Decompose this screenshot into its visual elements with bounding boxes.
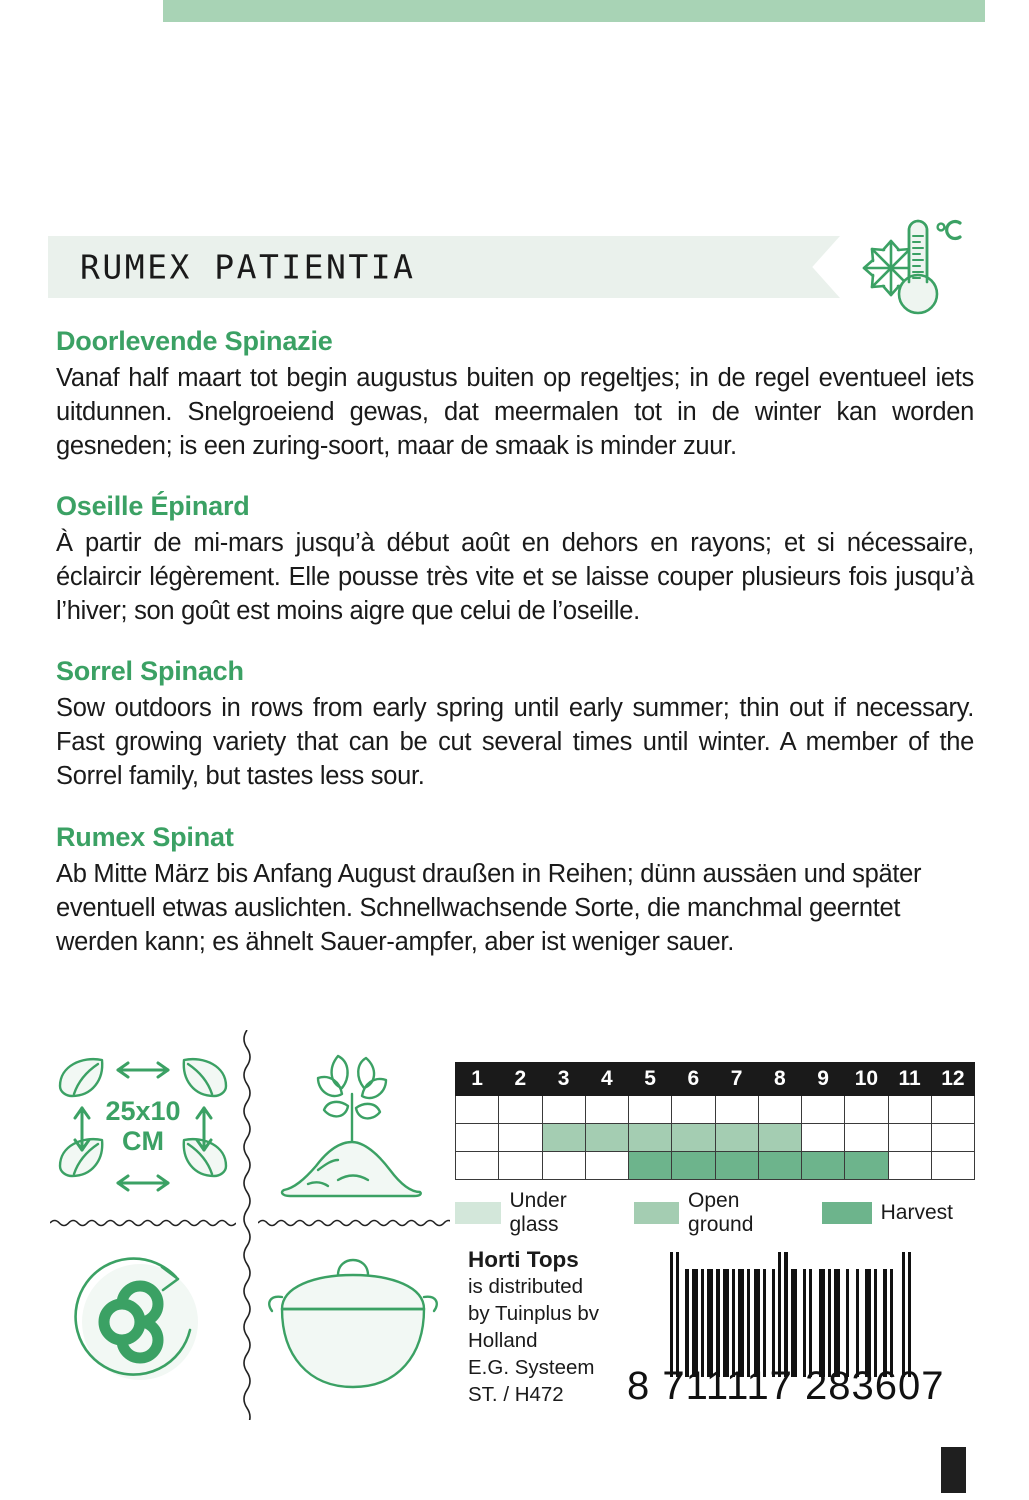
page-title: RUMEX PATIENTIA [80, 247, 416, 287]
legend-swatch-under-glass [455, 1202, 501, 1224]
pot-lid-icon [282, 1275, 424, 1309]
calendar-cell [715, 1096, 758, 1124]
calendar-cell [629, 1124, 672, 1152]
month-header: 5 [629, 1063, 672, 1096]
barcode-bars [670, 1252, 911, 1377]
pot-handle-right-icon [424, 1297, 437, 1311]
calendar-cell [888, 1096, 931, 1124]
calendar-cell [629, 1152, 672, 1180]
month-header: 2 [499, 1063, 542, 1096]
calendar-cell [499, 1124, 542, 1152]
calendar-cell [715, 1152, 758, 1180]
calendar-cell [802, 1096, 845, 1124]
legend-item-open-ground [634, 1189, 800, 1237]
calendar-row-harvest [456, 1152, 975, 1180]
calendar-cell [931, 1152, 974, 1180]
top-green-bar [163, 0, 985, 22]
legend-item-harvest [822, 1201, 953, 1225]
calendar-cell [672, 1152, 715, 1180]
barcode-bar [893, 1269, 902, 1377]
wavy-divider-vertical [240, 1030, 254, 1420]
lid-knob-icon [338, 1260, 368, 1275]
heading-en: Sorrel Spinach [56, 656, 244, 686]
body-en: Sow outdoors in rows from early spring until early summer; thin out if necessary. Fast growing variety that can be cut several times until winter. A member of the Sorrel family, but tastes less sour. [56, 694, 974, 791]
calendar-cell [585, 1152, 628, 1180]
spacing-pictogram [50, 1038, 236, 1213]
perennial-pictogram [50, 1235, 236, 1410]
month-header: 11 [888, 1063, 931, 1096]
calendar-cell [585, 1096, 628, 1124]
bottom-info-area [0, 1030, 1029, 1430]
month-header: 8 [758, 1063, 801, 1096]
wavy-divider-horizontal-left [50, 1216, 236, 1230]
soil-mound-icon [282, 1142, 421, 1196]
calendar-cell [456, 1096, 499, 1124]
language-block-de [56, 822, 974, 959]
month-header: 6 [672, 1063, 715, 1096]
calendar-cell [629, 1096, 672, 1124]
calendar-table [455, 1062, 975, 1180]
pot-body-icon [282, 1309, 424, 1387]
calendar-cell [845, 1152, 888, 1180]
calendar-row-open-ground [456, 1124, 975, 1152]
legend-item-under-glass [455, 1189, 612, 1237]
calendar-cell [931, 1124, 974, 1152]
month-header: 3 [542, 1063, 585, 1096]
calendar-cell [845, 1124, 888, 1152]
company-line-4: Holland [468, 1329, 538, 1353]
print-register-mark [941, 1447, 966, 1493]
month-header: 9 [802, 1063, 845, 1096]
pot-handle-left-icon [269, 1297, 282, 1311]
calendar-cell [802, 1152, 845, 1180]
cooking-pictogram [260, 1235, 446, 1410]
month-header: 12 [931, 1063, 974, 1096]
leaf-icon [60, 1059, 102, 1096]
calendar-cell [888, 1152, 931, 1180]
body-fr: À partir de mi-mars jusqu’à début août en dehors en rayons; et si nécessaire, éclaircir légèrement. Elle pousse très vite et se laisse couper plusieurs fois jusqu’à l’hiver; son goût est moins aigre que celui de l’oseille. [56, 529, 974, 626]
calendar-cell [672, 1124, 715, 1152]
body-nl: Vanaf half maart tot begin augustus buiten op regeltjes; in de regel eventueel iets uitdunnen. Snelgroeiend gewas, dat meermalen tot in de winter kan worden gesneden; is een zuring-soort, maar de smaak is minder zuur. [56, 364, 974, 461]
company-line-5: E.G. Systeem [468, 1356, 595, 1379]
company-info [468, 1245, 599, 1409]
calendar-header-row [456, 1063, 975, 1096]
month-header: 7 [715, 1063, 758, 1096]
language-block-fr [56, 491, 974, 628]
calendar-cell [499, 1096, 542, 1124]
legend-label-harvest: Harvest [880, 1201, 953, 1224]
legend-swatch-harvest [822, 1202, 872, 1224]
calendar-cell [931, 1096, 974, 1124]
leaf-icon [184, 1059, 226, 1096]
calendar-cell [456, 1124, 499, 1152]
calendar-cell [499, 1152, 542, 1180]
calendar-cell [542, 1152, 585, 1180]
heading-nl: Doorlevende Spinazie [56, 326, 333, 356]
calendar-body [456, 1096, 975, 1180]
calendar-cell [888, 1124, 931, 1152]
calendar-row-under-glass [456, 1096, 975, 1124]
barcode-number: 8 711117 283607 [627, 1364, 945, 1408]
company-line-3: by Tuinplus bv [468, 1302, 600, 1326]
language-block-en [56, 656, 974, 793]
pictogram-grid [50, 1030, 450, 1420]
company-name: Horti Tops [468, 1247, 579, 1272]
sowing-calendar [455, 1062, 975, 1237]
wavy-divider-horizontal-right [258, 1216, 450, 1230]
calendar-cell [758, 1096, 801, 1124]
month-header: 10 [845, 1063, 888, 1096]
body-de: Ab Mitte März bis Anfang August draußen in Reihen; dünn aussäen und später eventuell etwas auslichten. Schnellwachsende Sorte, die manchmal geerntet werden kann; es ähnelt Sauer-ampfer, aber ist weniger sauer. [56, 860, 922, 957]
spacing-value-line1: 25x10 [105, 1096, 181, 1126]
legend-swatch-open-ground [634, 1202, 680, 1224]
heading-fr: Oseille Épinard [56, 491, 250, 521]
barcode-bar [908, 1252, 911, 1377]
company-line-2: is distributed [468, 1275, 584, 1299]
legend-label-open-ground: Open ground [688, 1189, 754, 1236]
month-header: 1 [456, 1063, 499, 1096]
calendar-cell [585, 1124, 628, 1152]
legend-label-under-glass: Under glass [509, 1189, 567, 1236]
calendar-legend [455, 1189, 975, 1237]
sowing-pictogram [260, 1038, 446, 1213]
arrow-horizontal-icon [118, 1176, 168, 1190]
barcode [627, 1252, 972, 1417]
calendar-cell [758, 1124, 801, 1152]
heading-de: Rumex Spinat [56, 822, 234, 852]
arrow-horizontal-icon [118, 1063, 168, 1077]
spacing-value-line2: CM [122, 1126, 164, 1157]
calendar-cell [715, 1124, 758, 1152]
calendar-cell [542, 1096, 585, 1124]
frost-thermometer-icon [852, 212, 968, 322]
month-header: 4 [585, 1063, 628, 1096]
language-block-nl [56, 326, 974, 463]
calendar-cell [758, 1152, 801, 1180]
calendar-cell [542, 1124, 585, 1152]
calendar-cell [672, 1096, 715, 1124]
calendar-cell [456, 1152, 499, 1180]
company-line-6: ST. / H472 [468, 1382, 564, 1406]
calendar-cell [845, 1096, 888, 1124]
calendar-cell [802, 1124, 845, 1152]
title-banner [48, 236, 840, 298]
